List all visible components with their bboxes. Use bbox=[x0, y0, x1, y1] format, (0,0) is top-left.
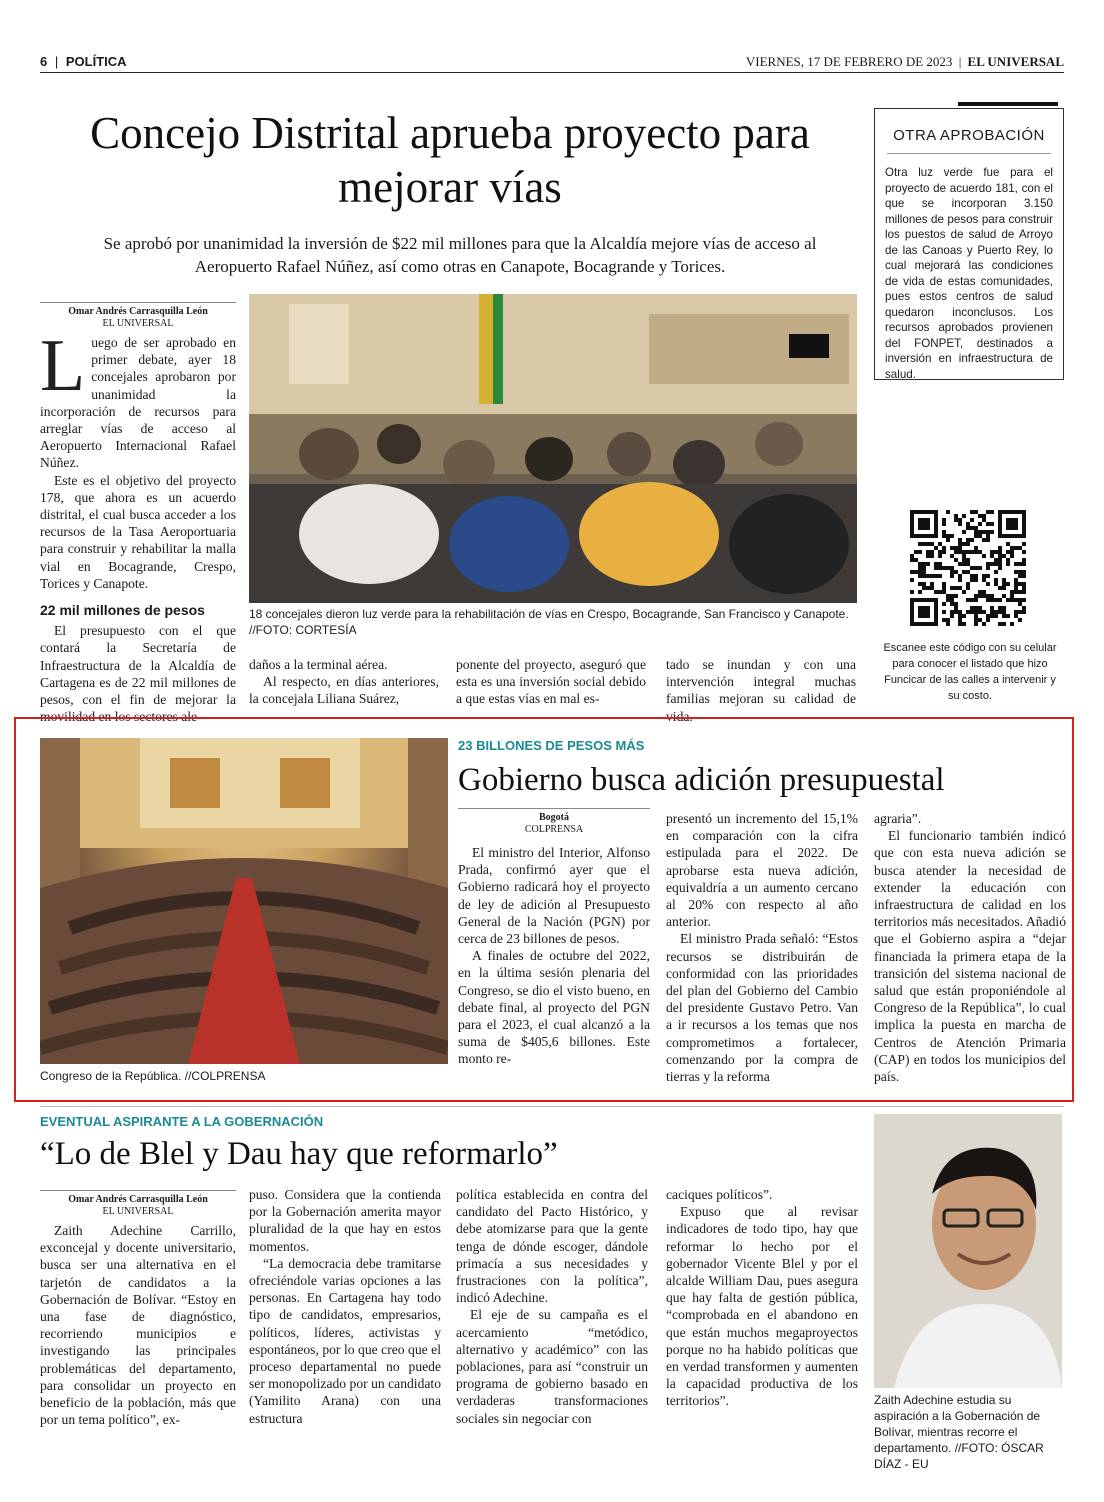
byline-org: EL UNIVERSAL bbox=[102, 1206, 174, 1217]
article2-photo-caption bbox=[40, 1068, 448, 1084]
qr-caption: Escanee este código con su celular para conocer el listado que hizo Funcicar de las calles a intervenir y su costo. bbox=[883, 642, 1057, 702]
article3-col4-p2: Expuso que al revisar indicadores de todo tipo, hay que reformar lo hecho por el gobernador Vicente Blel y por el alcalde William Dau, pues asegura que hay falta de gestión pública, “comprobada en el abandono en que están muchos megaproyectos porque no ha habido políticas que en verdad transformen y aumenten la capacidad productiva de los territorios”. bbox=[666, 1204, 858, 1409]
article3-col3-p1: política establecida en contra del candidato del Pacto Histórico, y debe atomizarse para que la gente tenga de dónde escoger, dándole primacía a sus necesidades y frustraciones con la política”, indicó Adechine. bbox=[456, 1187, 648, 1306]
header-right: VIERNES, 17 DE FEBRERO DE 2023 | EL UNIVERSAL bbox=[745, 54, 1064, 69]
article1-para1: uego de ser aprobado en primer debate, ayer 18 concejales aprobaron por unanimidad la incorporación de recursos para arreglar vías de acceso al Aeropuerto Internacional Rafael Núñez. bbox=[40, 335, 236, 471]
article2-col2 bbox=[666, 810, 858, 1085]
byline-name: Omar Andrés Carrasquilla León bbox=[68, 1194, 208, 1205]
article1-col2b-text: Al respecto, en días anteriores, la concejala Liliana Suárez, bbox=[249, 674, 439, 707]
issue-date: VIERNES, 17 DE FEBRERO DE 2023 bbox=[745, 54, 953, 69]
dropcap: L bbox=[40, 325, 86, 407]
sidebar-title: OTRA APROBACIÓN bbox=[893, 127, 1045, 144]
article3-photo-caption bbox=[874, 1392, 1062, 1472]
header-left: 6 | POLÍTICA bbox=[40, 54, 127, 69]
page-number: 6 bbox=[40, 54, 48, 69]
page-header bbox=[40, 52, 1064, 73]
byline-name: Omar Andrés Carrasquilla León bbox=[68, 306, 208, 317]
sidebar-rule bbox=[887, 153, 1051, 154]
article2-col1-p2: A finales de octubre del 2022, en la última sesión plenaria del Congreso, se dio el visto bueno, en debate final, al proyecto del PGN para el 2023, el cual alcanzó a la suma de $405,6 billones. Este monto re- bbox=[458, 948, 650, 1067]
council-session-photo bbox=[249, 294, 857, 603]
article2-kicker: 23 BILLONES DE PESOS MÁS bbox=[458, 738, 645, 753]
article1-subhead: 22 mil millones de pesos bbox=[40, 602, 205, 619]
article3-kicker: EVENTUAL ASPIRANTE A LA GOBERNACIÓN bbox=[40, 1114, 324, 1129]
article3-byline bbox=[40, 1190, 236, 1218]
sidebar-text: Otra luz verde fue para el proyecto de acuerdo 181, con el que se incorporan 3.150 millones de pesos para construir los puestos de salud de Arroyo de las Canoas y Puerto Rey, lo cual mejorará las condiciones de vida de estas comunidades, pues estos centros de salud quedaron inconclusos. Los recursos aprobados provienen del FONPET, destinados a inversión en infraestructura de salud. bbox=[885, 166, 1053, 381]
section-name: POLÍTICA bbox=[65, 54, 127, 69]
qr-code-icon[interactable] bbox=[910, 510, 1026, 626]
congress-photo bbox=[40, 738, 448, 1064]
article1-col3-text: ponente del proyecto, aseguró que esta es una inversión social debido a que estas vías en mal es- bbox=[456, 657, 646, 707]
byline-org: EL UNIVERSAL bbox=[102, 318, 174, 329]
article2-byline bbox=[458, 808, 650, 836]
byline-org: COLPRENSA bbox=[524, 824, 584, 835]
caption-text: Congreso de la República. bbox=[40, 1069, 182, 1083]
caption-credit: //COLPRENSA bbox=[181, 1069, 266, 1083]
article2-col3-p1: agraria”. bbox=[874, 811, 922, 826]
article2-col3-p2: El funcionario también indicó que con esta nueva adición se busca atender la necesidad de extender la educación con infraestructura de calidad en los territorios más necesitados. Añadió que el Gobierno aspira a “dejar financiada la primera etapa de la transición del sistema nacional de salud que están proponiéndole al Congreso de la República”, lo cual implica la puesta en marcha de Centros de Atención Primaria (CAP) en todos los municipios del país. bbox=[874, 828, 1066, 1085]
caption-credit: //FOTO: CORTESÍA bbox=[249, 623, 357, 637]
article1-photo-caption bbox=[249, 606, 857, 638]
article1-col4-text: tado se inundan y con una intervención integral muchas familias mejoran su calidad de vida. bbox=[666, 657, 856, 724]
section-divider bbox=[40, 1106, 1064, 1107]
article1-col1 bbox=[40, 325, 236, 725]
article2-headline: Gobierno busca adición presupuestal bbox=[458, 762, 945, 798]
article3-col2-p2: “La democracia debe tramitarse ofreciéndole varias opciones a las personas. En Cartagena hay todo tipo de candidatos, empresarios, políticos, líderes, activistas y espontáneos, por lo que creo que el proceso departamental no puede ser monopolizado por un candidato (Yamilito Arana) con una estructura bbox=[249, 1255, 441, 1426]
article3-col2 bbox=[249, 1186, 441, 1427]
article3-col1 bbox=[40, 1222, 236, 1428]
article2-col3 bbox=[874, 810, 1066, 1085]
article3-col3-p2: El eje de su campaña es el acercamiento “metódico, alternativo y académico” con las poblaciones, para así “construir un programa de gobierno basado en verdaderas transformaciones sociales sin negociar con bbox=[456, 1307, 648, 1426]
article1-deck: Se aprobó por unanimidad la inversión de $22 mil millones para que la Alcaldía mejore vías de acceso al Aeropuerto Rafael Núñez, así como otras en Canapote, Bocagrande y Torices. bbox=[103, 234, 817, 276]
sidebar-box bbox=[874, 108, 1064, 380]
article1-col2-text: daños a la terminal aérea. bbox=[249, 657, 388, 672]
article1-headline: Concejo Distrital aprueba proyecto para mejorar vías bbox=[90, 108, 810, 212]
byline-name: Bogotá bbox=[539, 812, 569, 823]
article3-col2-p1: puso. Considera que la contienda por la Gobernación amerita mayor pluralidad de la que hay en estos momentos. bbox=[249, 1187, 441, 1254]
caption-credit: //FOTO: ÓSCAR DÍAZ - EU bbox=[874, 1441, 1044, 1471]
article3-headline: “Lo de Blel y Dau hay que reformarlo” bbox=[40, 1136, 558, 1172]
caption-text: 18 concejales dieron luz verde para la rehabilitación de vías en Crespo, Bocagrande, San Francisco y Canapote. bbox=[249, 607, 849, 621]
article1-para3: El presupuesto con el que contará la Secretaría de Infraestructura de la Alcaldía de Cartagena es de 22 mil millones de pesos, con el fin de mejorar la movilidad en los sectores ale- bbox=[40, 623, 236, 725]
article1-para2: Este es el objetivo del proyecto 178, que ahora es un acuerdo distrital, el cual busca acceder a los recursos de la Tasa Aeroportuaria para construir y rehabilitar la malla vial en Bocagrande, Crespo, Torices y Canapote. bbox=[40, 472, 236, 591]
article1-col3 bbox=[456, 656, 646, 708]
article1-col2 bbox=[249, 656, 439, 708]
article2-col1 bbox=[458, 844, 650, 1068]
caption-text: Zaith Adechine estudia su aspiración a la Gobernación de Bolívar, mientras recorre el departamento. bbox=[874, 1393, 1041, 1455]
article2-col2-p2: El ministro Prada señaló: “Estos recursos se distribuirán de conformidad con las prioridades del plan del Gobierno del Cambio del presidente Gustavo Petro. Van a ir recursos a los temas que nos comprometimos a fortalecer, comenzando por la compra de tierras y la reforma bbox=[666, 931, 858, 1085]
article3-col3 bbox=[456, 1186, 648, 1427]
article3-col4-p1: caciques políticos”. bbox=[666, 1187, 773, 1202]
article3-col4 bbox=[666, 1186, 858, 1410]
portrait-photo bbox=[874, 1114, 1062, 1388]
article3-col1-text: Zaith Adechine Carrillo, exconcejal y docente universitario, busca ser una alternativa en el tarjetón de candidatos a la Gobernación de Bolívar. “Estoy en una fase de diagnóstico, recorriendo municipios e investigando las principales problemáticas del departamento, para consolidar un proyecto en beneficio de la población, más que por un tema político”, ex- bbox=[40, 1223, 236, 1428]
sidebar-accent-bar bbox=[958, 102, 1058, 106]
article1-col4 bbox=[666, 656, 856, 725]
article2-col2-p1: presentó un incremento del 15,1% en comparación con la cifra estipulada para el 2022. De aprobarse esta nueva adición, equivaldría a un aumento cercano al 20% con respecto al año anterior. bbox=[666, 811, 858, 930]
article2-col1-p1: El ministro del Interior, Alfonso Prada, confirmó ayer que el Gobierno radicará hoy el proyecto de ley de adición al Presupuesto General de la Nación (PGN) por cerca de 23 billones de pesos. bbox=[458, 845, 650, 947]
paper-name: EL UNIVERSAL bbox=[967, 54, 1064, 69]
